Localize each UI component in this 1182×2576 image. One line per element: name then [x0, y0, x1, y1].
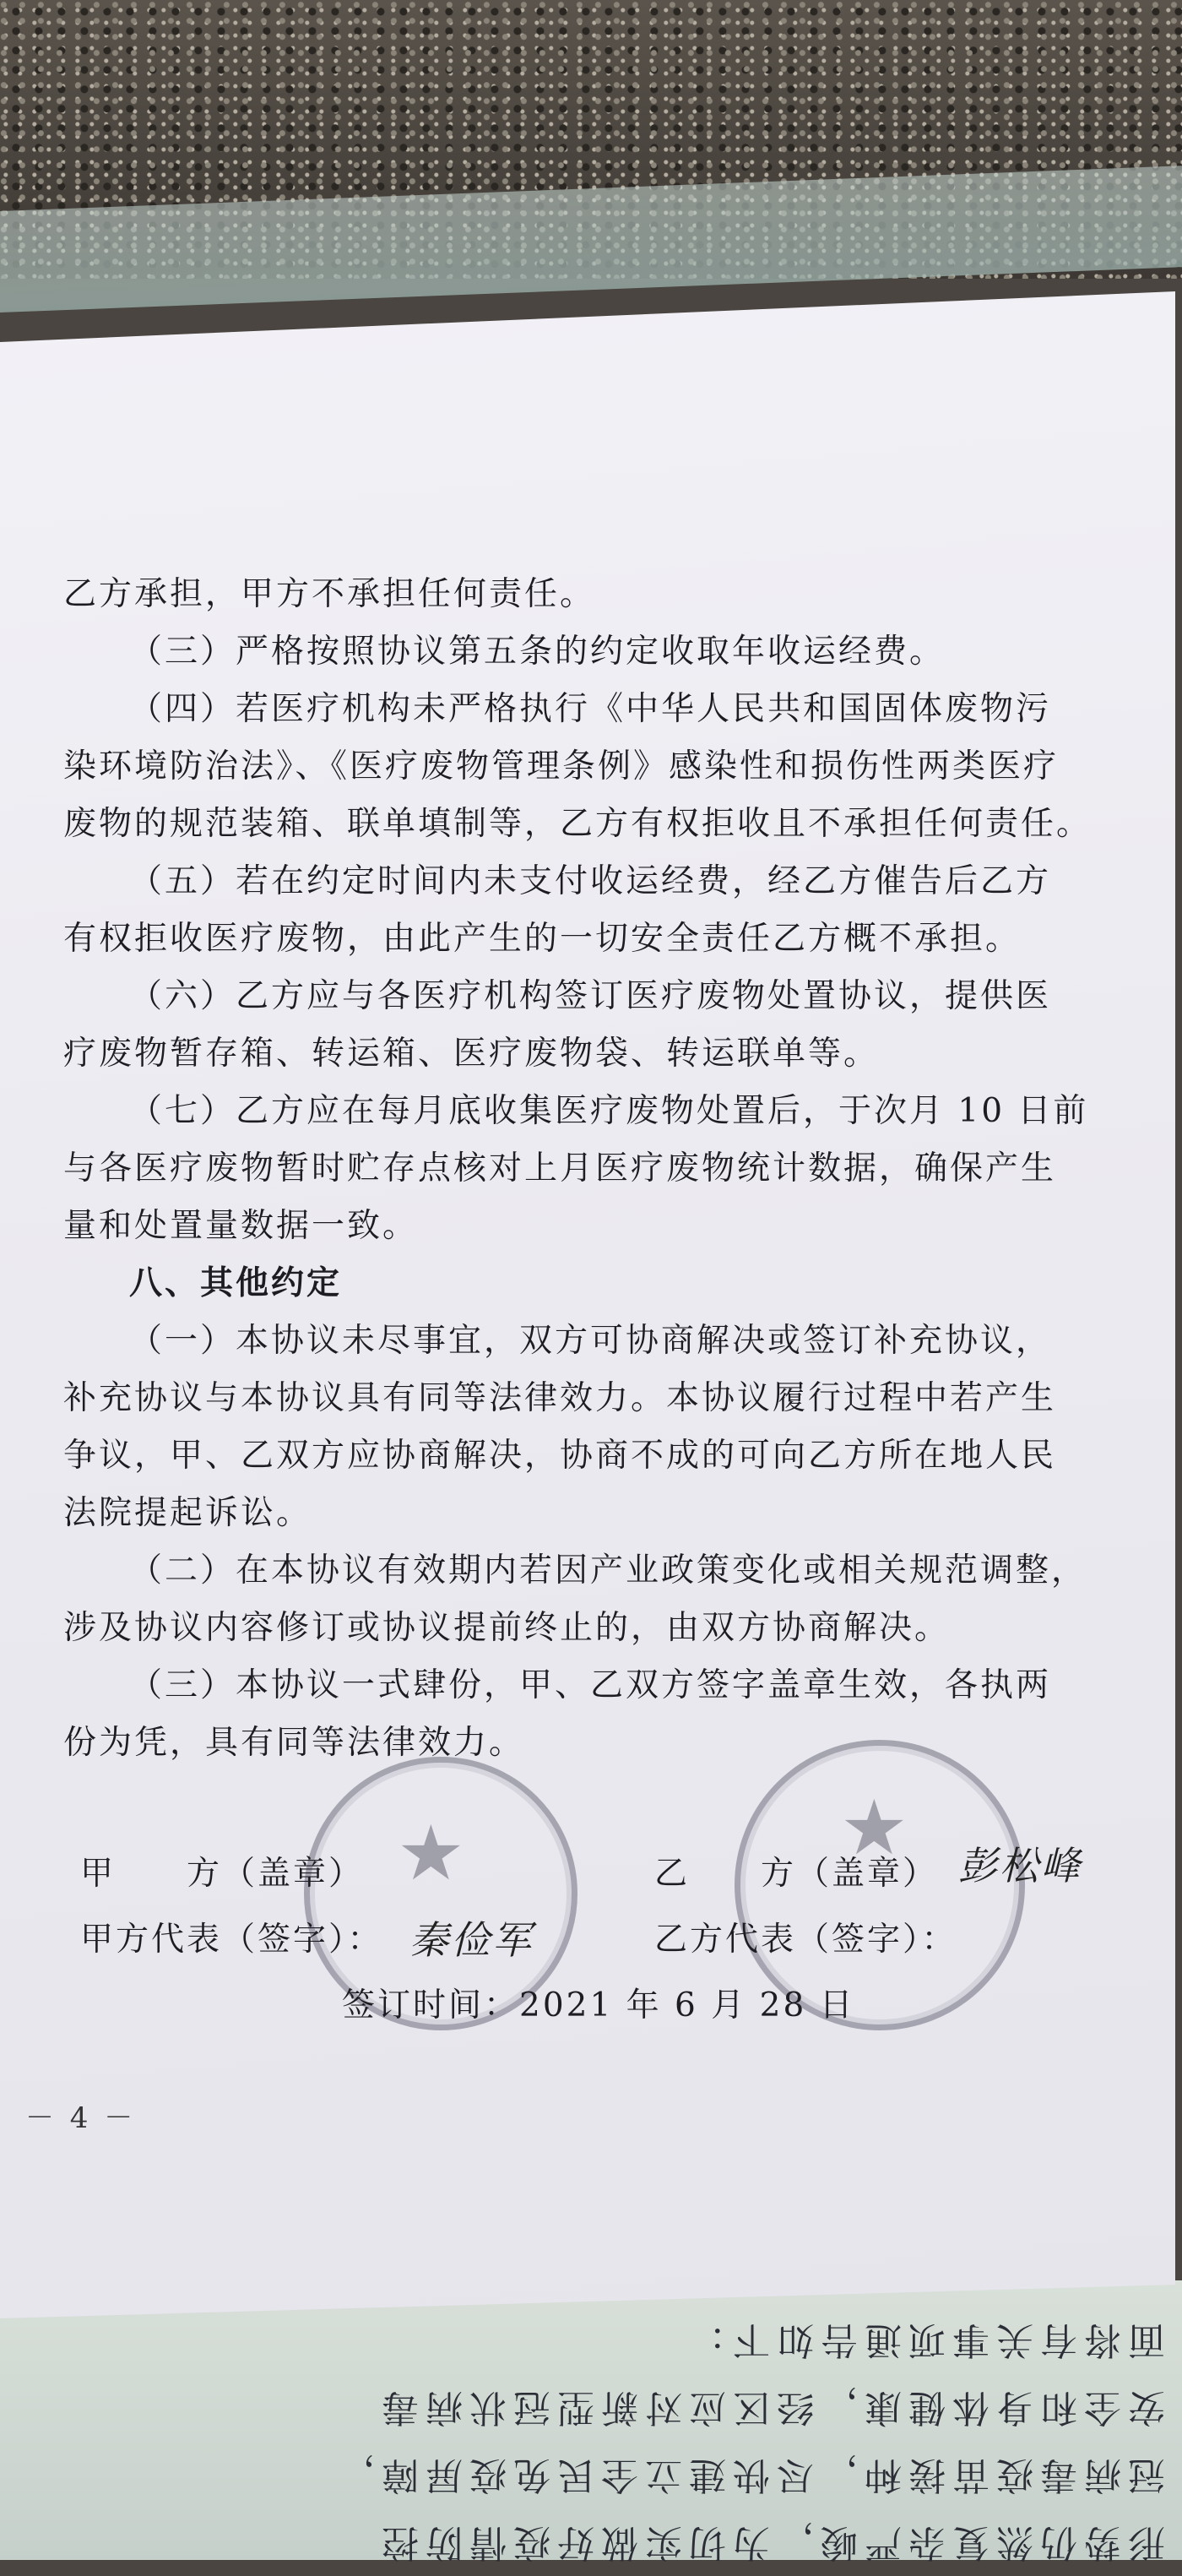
party-b-seal-star-icon: ★ [840, 1784, 908, 1872]
sign-date: 签订时间：2021 年 6 月 28 日 [342, 1986, 855, 2024]
page-number: － 4 － [25, 2101, 137, 2135]
party-a-seal-label: 甲 方（盖章） [80, 1855, 365, 1893]
document-line: （六）乙方应与各医疗机构签订医疗废物处置协议，提供医 [129, 977, 1052, 1015]
document-line: （三）严格按照协议第五条的约定收取年收运经费。 [129, 633, 946, 671]
representative-row [63, 1907, 1119, 1973]
document-body [63, 566, 1119, 1772]
document-line: 份为凭，具有同等法律效力。 [63, 1724, 525, 1762]
document-line: 量和处置量数据一致。 [63, 1207, 419, 1245]
notice-line: 安全和身体健康，经区应对新型冠状病毒 [375, 2386, 1165, 2429]
date-row [63, 1973, 1119, 2039]
notice-line: 面将有关事项通告如下： [682, 2318, 1165, 2361]
notice-line: 形势仍然复杂严峻，为切实做好疫情防控 [375, 2521, 1165, 2564]
party-a-seal-star-icon: ★ [397, 1809, 465, 1898]
document-line: （二）在本协议有效期内若因产业政策变化或相关规范调整， [129, 1552, 1087, 1590]
notice-line: 冠病毒疫苗接种，尽快建立全民免疫屏障， [331, 2454, 1165, 2497]
party-a-signature: 秦俭军 [409, 1917, 534, 1963]
document-line: （四）若医疗机构未严格执行《中华人民共和国固体废物污 [129, 690, 1052, 728]
signature-block [63, 1841, 1119, 2039]
document-line: 争议，甲、乙双方应协商解决，协商不成的可向乙方所在地人民 [63, 1437, 1057, 1475]
document-line: 补充协议与本协议具有同等法律效力。本协议履行过程中若产生 [63, 1379, 1057, 1417]
section-lines [63, 1312, 1119, 1772]
document-line: 涉及协议内容修订或协议提前终止的，由双方协商解决。 [63, 1609, 951, 1647]
underlying-notice-text [331, 2306, 1165, 2576]
document-line: 乙方承担，甲方不承担任何责任。 [63, 575, 596, 613]
document-line: （一）本协议未尽事宜，双方可协商解决或签订补充协议， [129, 1322, 1052, 1360]
seal-row [63, 1841, 1119, 1907]
party-b-seal-label: 乙 方（盖章） [654, 1855, 939, 1893]
document-line: 有权拒收医疗废物，由此产生的一切安全责任乙方概不承担。 [63, 920, 1022, 958]
party-a-rep-label: 甲方代表（签字）： [80, 1921, 383, 1959]
party-b-rep-label: 乙方代表（签字）： [654, 1921, 957, 1959]
document-line: （三）本协议一式肆份，甲、乙双方签字盖章生效，各执两 [129, 1666, 1052, 1704]
section-heading: 八、其他约定 [129, 1264, 343, 1302]
party-b-signature: 彭松峰 [958, 1843, 1082, 1889]
document-line: 法院提起诉讼。 [63, 1494, 312, 1532]
document-line: 与各医疗废物暂时贮存点核对上月医疗废物统计数据，确保产生 [63, 1149, 1057, 1187]
document-line: （五）若在约定时间内未支付收运经费，经乙方催告后乙方 [129, 862, 1052, 900]
document-line: 染环境防治法》、《医疗废物管理条例》感染性和损伤性两类医疗 [63, 747, 1060, 785]
clause-lines [63, 566, 1119, 1255]
document-line: （七）乙方应在每月底收集医疗废物处置后，于次月 10 日前 [129, 1092, 1089, 1130]
document-line: 废物的规范装箱、联单填制等，乙方有权拒收且不承担任何责任。 [63, 805, 1093, 843]
document-line: 疗废物暂存箱、转运箱、医疗废物袋、转运联单等。 [63, 1035, 880, 1073]
